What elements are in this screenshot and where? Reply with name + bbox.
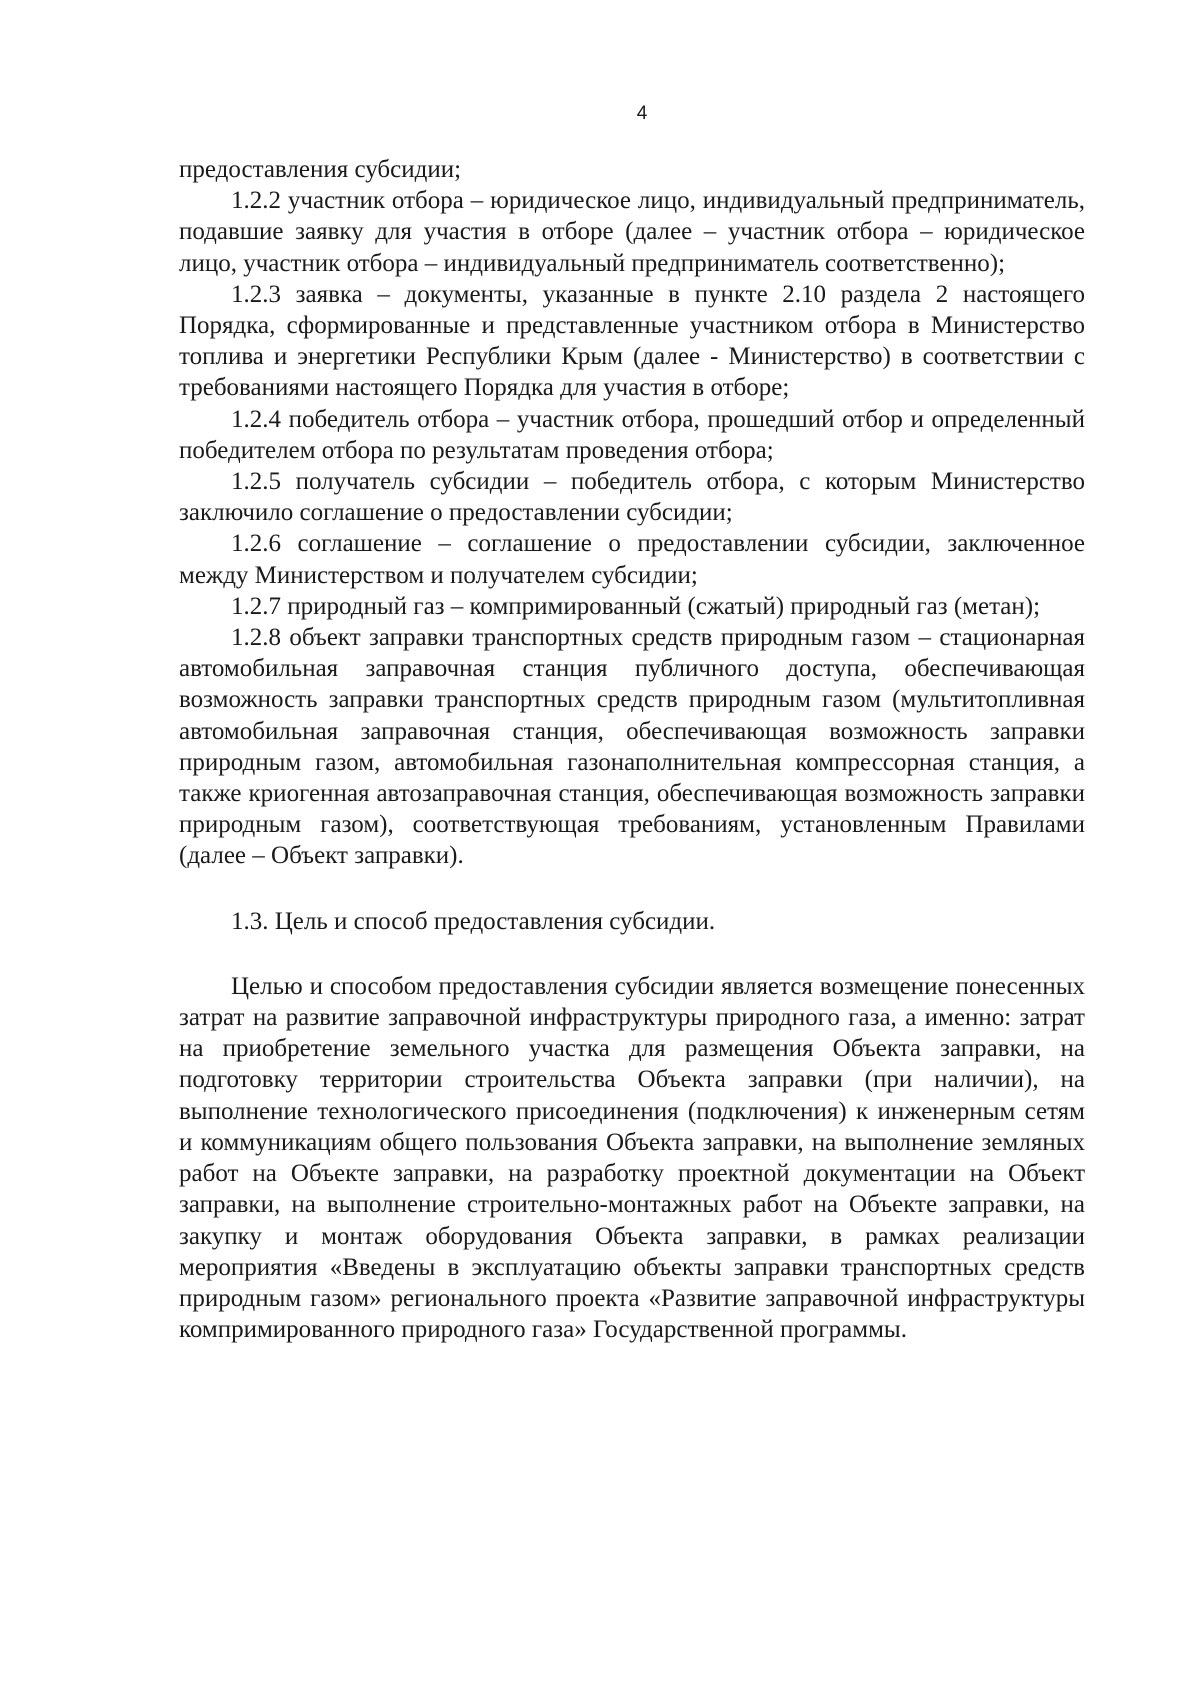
- paragraph-1-2-5: 1.2.5 получатель субсидии – победитель отбора, с которым Министерство заключило соглашение о предоставлении субсидии;: [179, 468, 1085, 527]
- page-number: 4: [636, 103, 648, 124]
- paragraph-1-2-2: 1.2.2 участник отбора – юридическое лицо, индивидуальный предприниматель, подавшие заявку для участия в отборе (далее – участник отбора – юридическое лицо, участник отбора – индивидуальный предприниматель соответственно);: [179, 187, 1085, 277]
- section-paragraph: Целью и способом предоставления субсидии является возмещение понесенных затрат на развитие заправочной инфраструктуры природного газа, а именно: затрат на приобретение земельного участка для размещения Объекта заправки, на подготовку территории строительства Объекта заправки (при наличии), на выполнение технологического присоединения (подключения) к инженерным сетям и коммуникациям общего пользования Объекта заправки, на выполнение земляных работ на Объекте заправки, на разработку проектной документации на Объект заправки, на выполнение строительно-монтажных работ на Объекте заправки, на закупку и монтаж оборудования Объекта заправки, в рамках реализации мероприятия «Введены в эксплуатацию объекты заправки транспортных средств природным газом» регионального проекта «Развитие заправочной инфраструктуры компримированного природного газа» Государственной программы.: [179, 972, 1085, 1344]
- paragraph-1-2-6: 1.2.6 соглашение – соглашение о предоставлении субсидии, заключенное между Министерством и получателем субсидии;: [179, 530, 1085, 589]
- document-body: [179, 154, 1085, 1345]
- paragraph-continuation: предоставления субсидии;: [179, 156, 462, 183]
- paragraph-1-2-7: 1.2.7 природный газ – компримированный (сжатый) природный газ (метан);: [231, 592, 1041, 620]
- paragraph-1-2-4: 1.2.4 победитель отбора – участник отбора, прошедший отбор и определенный победителем отбора по результатам проведения отбора;: [179, 405, 1085, 464]
- paragraph-1-2-8: 1.2.8 объект заправки транспортных средств природным газом – стационарная автомобильная заправочная станция публичного доступа, обеспечивающая возможность заправки транспортных средств природным газом (мультитопливная автомобильная заправочная станция, обеспечивающая возможность заправки природным газом, автомобильная газонаполнительная компрессорная станция, а также криогенная автозаправочная станция, обеспечивающая возможность заправки природным газом), соответствующая требованиям, установленным Правилами (далее – Объект заправки).: [179, 624, 1085, 870]
- section-heading: 1.3. Цель и способ предоставления субсидии.: [231, 907, 716, 935]
- paragraph-1-2-3: 1.2.3 заявка – документы, указанные в пункте 2.10 раздела 2 настоящего Порядка, сформированные и представленные участником отбора в Министерство топлива и энергетики Республики Крым (далее - Министерство) в соответствии с требованиями настоящего Порядка для участия в отборе;: [179, 280, 1085, 402]
